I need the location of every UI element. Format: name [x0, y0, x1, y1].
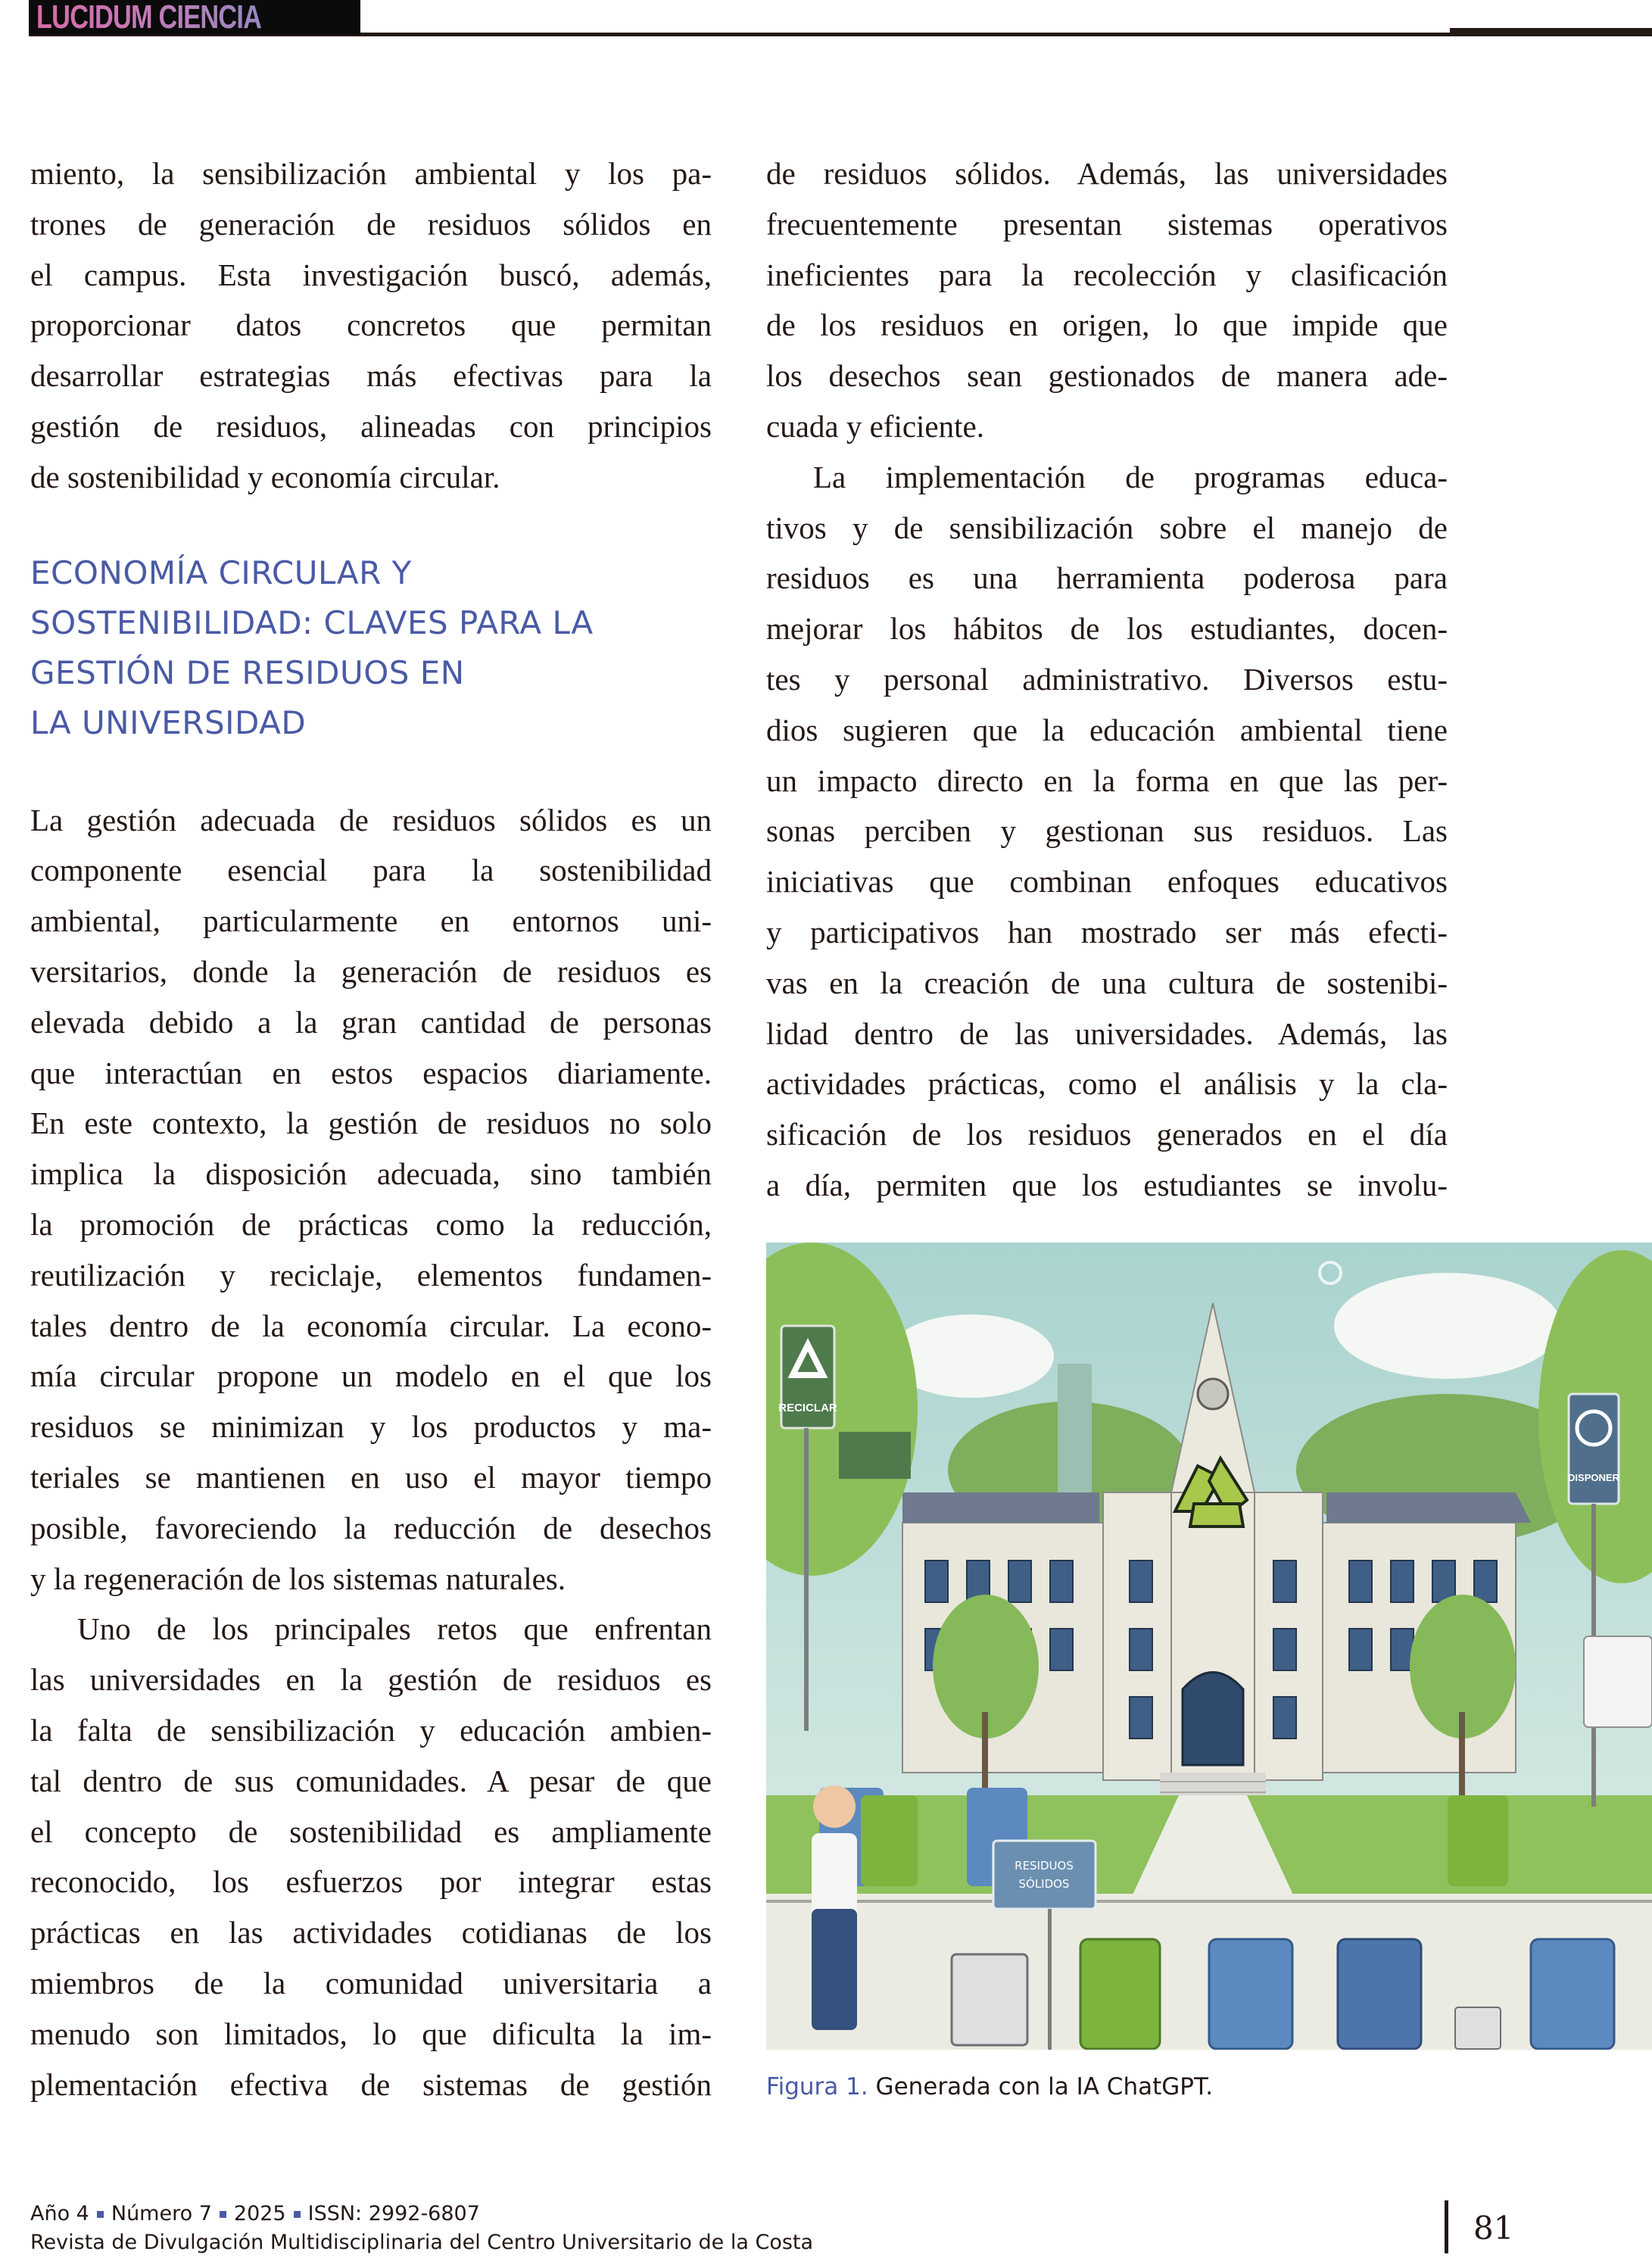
text-line: teriales se mantienen en uso el mayor tiempo — [30, 1459, 712, 1495]
issue-number: Número 7 — [111, 2202, 212, 2225]
text-line: frecuentemente presentan sistemas operativos — [766, 206, 1448, 242]
text-line: gestión de residuos, alineadas con principios — [30, 408, 712, 444]
text-line: un impacto directo en la forma en que las per- — [766, 762, 1448, 798]
text-line: reutilización y reciclaje, elementos fundamen- — [30, 1257, 712, 1293]
intro-paragraph — [30, 148, 712, 503]
body-paragraph-challenges — [30, 1604, 712, 2110]
body-paragraph-circular-economy — [30, 795, 712, 1604]
text-line: residuos es una herramienta poderosa para — [766, 560, 1448, 596]
separator-square-icon — [220, 2211, 226, 2218]
text-line: mía circular propone un modelo en el que los — [30, 1358, 712, 1394]
figure-campus-recycling-illustration — [766, 1243, 1652, 2050]
text-line: y la regeneración de los sistemas naturales. — [30, 1561, 566, 1596]
text-line: En este contexto, la gestión de residuos no solo — [30, 1105, 712, 1141]
issue-metadata — [30, 2200, 813, 2228]
journal-masthead — [29, 0, 360, 35]
heading-line: GESTIÓN DE RESIDUOS EN — [30, 653, 465, 691]
heading-line: LA UNIVERSIDAD — [30, 703, 307, 741]
text-line: lidad dentro de las universidades. Además, las — [766, 1015, 1448, 1051]
heading-line: SOSTENIBILIDAD: CLAVES PARA LA — [30, 603, 594, 641]
text-line: dios sugieren que la educación ambiental tiene — [766, 712, 1448, 747]
text-line: sonas perciben y gestionan sus residuos. Las — [766, 813, 1448, 849]
text-line: mejorar los hábitos de los estudiantes, docen- — [766, 611, 1448, 647]
text-line: que interactúan en estos espacios diariamente. — [30, 1055, 712, 1090]
text-line: iniciativas que combinan enfoques educativos — [766, 864, 1448, 900]
right-column — [766, 148, 1448, 1211]
text-line: de residuos sólidos. Además, las universidades — [766, 156, 1448, 191]
text-line: las universidades en la gestión de residuos es — [30, 1662, 712, 1698]
text-line: tivos y de sensibilización sobre el manejo de — [766, 510, 1448, 545]
text-line: tal dentro de sus comunidades. A pesar de que — [30, 1763, 712, 1798]
text-line: Uno de los principales retos que enfrentan — [77, 1611, 712, 1647]
text-line: La implementación de programas educa- — [813, 459, 1448, 494]
text-line: componente esencial para la sostenibilidad — [30, 853, 712, 888]
left-column — [30, 148, 712, 2110]
journal-full-name: Revista de Divulgación Multidisciplinaria del Centro Universitario de la Costa — [30, 2231, 814, 2254]
text-line: tes y personal administrativo. Diversos estu- — [766, 661, 1448, 697]
svg-text:SÓLIDOS: SÓLIDOS — [1018, 1877, 1070, 1891]
text-line: la promoción de prácticas como la reducción, — [30, 1206, 712, 1242]
text-line: menudo son limitados, lo que dificulta la im- — [30, 2016, 712, 2051]
section-heading — [30, 548, 712, 748]
text-line: residuos se minimizan y los productos y ma- — [30, 1409, 712, 1445]
text-line: el campus. Esta investigación buscó, además, — [30, 257, 712, 292]
text-line: miembros de la comunidad universitaria a — [30, 1965, 712, 2000]
text-line: vas en la creación de una cultura de sostenibi- — [766, 965, 1448, 1000]
text-line: ambiental, particularmente en entornos uni- — [30, 903, 712, 939]
page-number-divider — [1445, 2200, 1448, 2253]
text-line: a día, permiten que los estudiantes se involu- — [766, 1167, 1448, 1202]
text-line: versitarios, donde la generación de residuos es — [30, 953, 712, 989]
text-line: prácticas en las actividades cotidianas de los — [30, 1915, 712, 1951]
text-line: desarrollar estrategias más efectivas para la — [30, 358, 712, 394]
svg-text:RECICLAR: RECICLAR — [778, 1402, 837, 1414]
text-line: miento, la sensibilización ambiental y los pa- — [30, 156, 712, 191]
illustration-svg — [766, 1243, 1652, 2050]
body-paragraph-operations — [766, 148, 1448, 452]
text-line: implica la disposición adecuada, sino también — [30, 1156, 712, 1192]
text-line: elevada debido a la gran cantidad de personas — [30, 1004, 712, 1040]
text-line: los desechos sean gestionados de manera ade- — [766, 358, 1448, 394]
text-line: tales dentro de la economía circular. La econo- — [30, 1308, 712, 1343]
text-line: proporcionar datos concretos que permitan — [30, 307, 712, 343]
heading-line: ECONOMÍA CIRCULAR Y — [30, 554, 412, 591]
figure-caption-text: Generada con la IA ChatGPT. — [868, 2073, 1214, 2100]
text-line: La gestión adecuada de residuos sólidos es un — [30, 802, 712, 837]
journal-name: LUCIDUM CIENCIA — [36, 0, 285, 35]
publication-year: 2025 — [233, 2202, 286, 2225]
page-footer — [30, 2200, 813, 2257]
svg-text:RESIDUOS: RESIDUOS — [1015, 1859, 1074, 1873]
header-rule-accent — [1450, 28, 1652, 36]
text-line: de los residuos en origen, lo que impide que — [766, 307, 1448, 343]
separator-square-icon — [97, 2211, 104, 2218]
figure-label: Figura 1. — [766, 2073, 868, 2100]
text-line: de sostenibilidad y economía circular. — [30, 459, 500, 494]
body-paragraph-education — [766, 452, 1448, 1211]
text-line: ineficientes para la recolección y clasificación — [766, 257, 1448, 292]
text-line: sificación de los residuos generados en el día — [766, 1117, 1448, 1152]
svg-text:DISPONER: DISPONER — [1568, 1472, 1619, 1483]
figure-caption — [766, 2073, 1213, 2100]
text-line: trones de generación de residuos sólidos en — [30, 206, 712, 242]
text-line: actividades prácticas, como el análisis y la cla- — [766, 1066, 1448, 1102]
text-line: cuada y eficiente. — [766, 408, 984, 444]
separator-square-icon — [294, 2211, 301, 2218]
page-number: 81 — [1473, 2209, 1514, 2247]
text-line: posible, favoreciendo la reducción de desechos — [30, 1510, 712, 1545]
issn: ISSN: 2992-6807 — [307, 2202, 480, 2225]
issue-year: Año 4 — [30, 2202, 89, 2225]
text-line: reconocido, los esfuerzos por integrar estas — [30, 1864, 712, 1900]
text-line: el concepto de sostenibilidad es ampliamente — [30, 1813, 712, 1849]
text-line: plementación efectiva de sistemas de gestión — [30, 2066, 712, 2102]
text-line: y participativos han mostrado ser más efecti- — [766, 914, 1448, 950]
text-line: la falta de sensibilización y educación ambien- — [30, 1712, 712, 1748]
